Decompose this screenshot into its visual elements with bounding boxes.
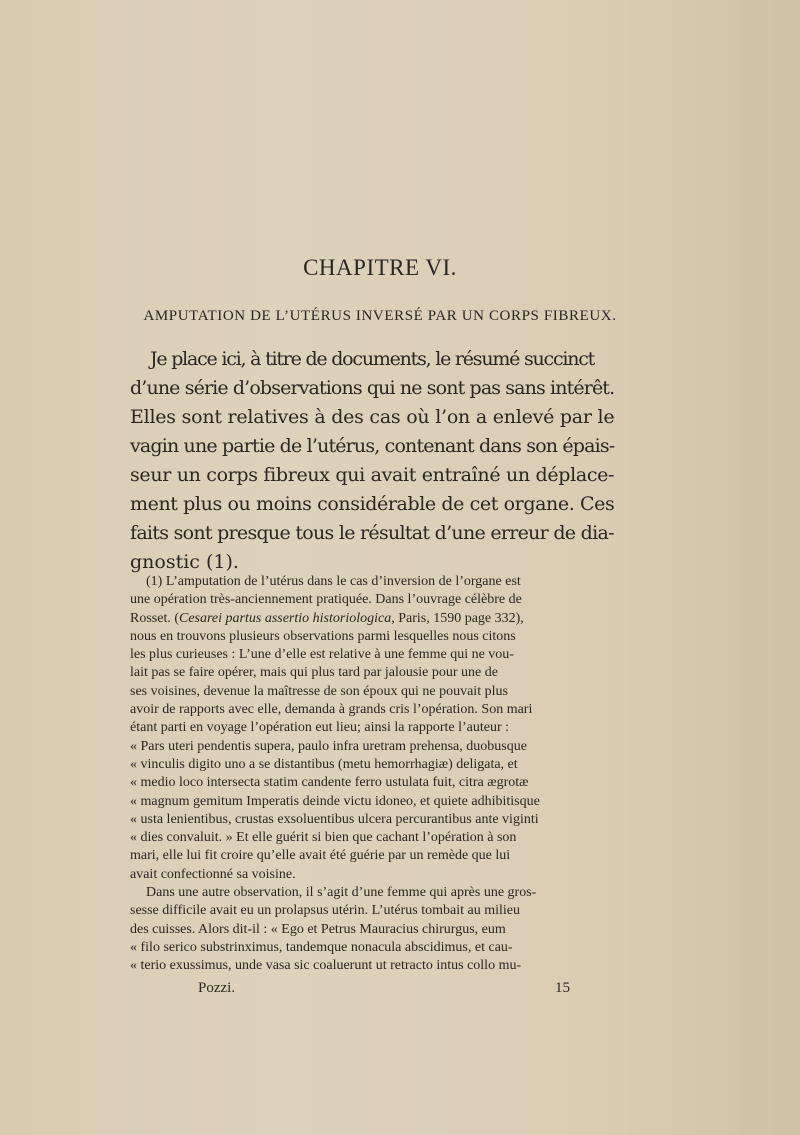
footnote-line: une opération très-anciennement pratiquée. Dans l’ouvrage célèbre de: [130, 592, 522, 608]
paragraph-line: ment plus ou moins considérable de cet organe. Ces: [130, 493, 615, 515]
footnote-line: lait pas se faire opérer, mais qui plus tard par jalousie pour une de: [130, 665, 498, 681]
footnote-line: « terio exussimus, unde vasa sic coaluerunt ut retracto intus collo mu-: [130, 958, 522, 974]
book-title: Cesarei partus assertio historiologica: [179, 610, 392, 626]
paragraph-line: gnostic (1).: [130, 551, 239, 573]
paragraph-line: Je place ici, à titre de documents, le résumé succinct: [150, 348, 595, 370]
footnote-line: [130, 610, 614, 628]
footnote-line: Dans une autre observation, il s’agit d’une femme qui après une gros-: [146, 885, 537, 901]
footnote-line: (1) L’amputation de l’utérus dans le cas d’inversion de l’organe est: [146, 574, 521, 589]
footnote-line: ses voisines, devenue la maîtresse de son époux qui ne pouvait plus: [130, 683, 508, 699]
footnote-line: avoir de rapports avec elle, demanda à grands cris l’opération. Son mari: [130, 702, 533, 718]
footnote-line: « dies convaluit. » Et elle guérit si bien que cachant l’opération à son: [130, 830, 517, 846]
section-title: AMPUTATION DE L’UTÉRUS INVERSÉ PAR UN CORPS FIBREUX.: [143, 308, 617, 324]
paragraph-line: vagin une partie de l’utérus, contenant dans son épais-: [130, 435, 615, 457]
footnote-line: « usta lenientibus, crustas exsoluentibus ulcera percurantibus ante viginti: [130, 811, 539, 827]
paragraph-line: d’une série d’observations qui ne sont pas sans intérêt.: [130, 377, 615, 399]
footnote-line: « Pars uteri pendentis supera, paulo infra uretram prehensa, duobusque: [130, 738, 527, 754]
footnote-line: nous en trouvons plusieurs observations parmi lesquelles nous citons: [130, 628, 516, 644]
footnote: [130, 573, 614, 976]
page-number: 15: [555, 980, 570, 996]
footnote-line: étant parti en voyage l’opération eut lieu; ainsi la rapporte l’auteur :: [130, 720, 510, 736]
footnote-line: « filo serico substrinximus, tandemque nonacula abscidimus, et cau-: [130, 939, 513, 955]
footnote-line: « medio loco intersecta statim candente ferro ustulata fuit, citra ægrotæ: [130, 775, 529, 791]
footnote-line: mari, elle lui fit croire qu’elle avait été guérie par un remède que lui: [130, 848, 511, 864]
footnote-line: avait confectionné sa voisine.: [130, 866, 296, 882]
main-paragraph: [130, 345, 614, 577]
paragraph-line: Elles sont relatives à des cas où l’on a enlevé par le: [130, 406, 615, 428]
chapter-title: CHAPITRE VI.: [303, 255, 457, 280]
footnote-line: sesse difficile avait eu un prolapsus utérin. L’utérus tombait au milieu: [130, 903, 520, 919]
paragraph-line: faits sont presque tous le résultat d’une erreur de dia-: [130, 522, 614, 544]
footnote-text: , Paris, 1590 page 332),: [391, 610, 524, 626]
footnote-line: des cuisses. Alors dit-il : « Ego et Petrus Mauracius chirurgus, eum: [130, 921, 506, 937]
footnote-line: « vinculis digito uno a se distantibus (metu hemorrhagiæ) deligata, et: [130, 756, 518, 772]
footnote-line: « magnum gemitum Imperatis deinde victu idoneo, et quiete adhibitisque: [130, 793, 540, 809]
footnote-text: Rosset. (: [130, 610, 179, 626]
paragraph-line: seur un corps fibreux qui avait entraîné un déplace-: [130, 464, 615, 486]
footnote-line: les plus curieuses : L’une d’elle est relative à une femme qui ne vou-: [130, 647, 514, 663]
author-signature: Pozzi.: [198, 980, 236, 996]
